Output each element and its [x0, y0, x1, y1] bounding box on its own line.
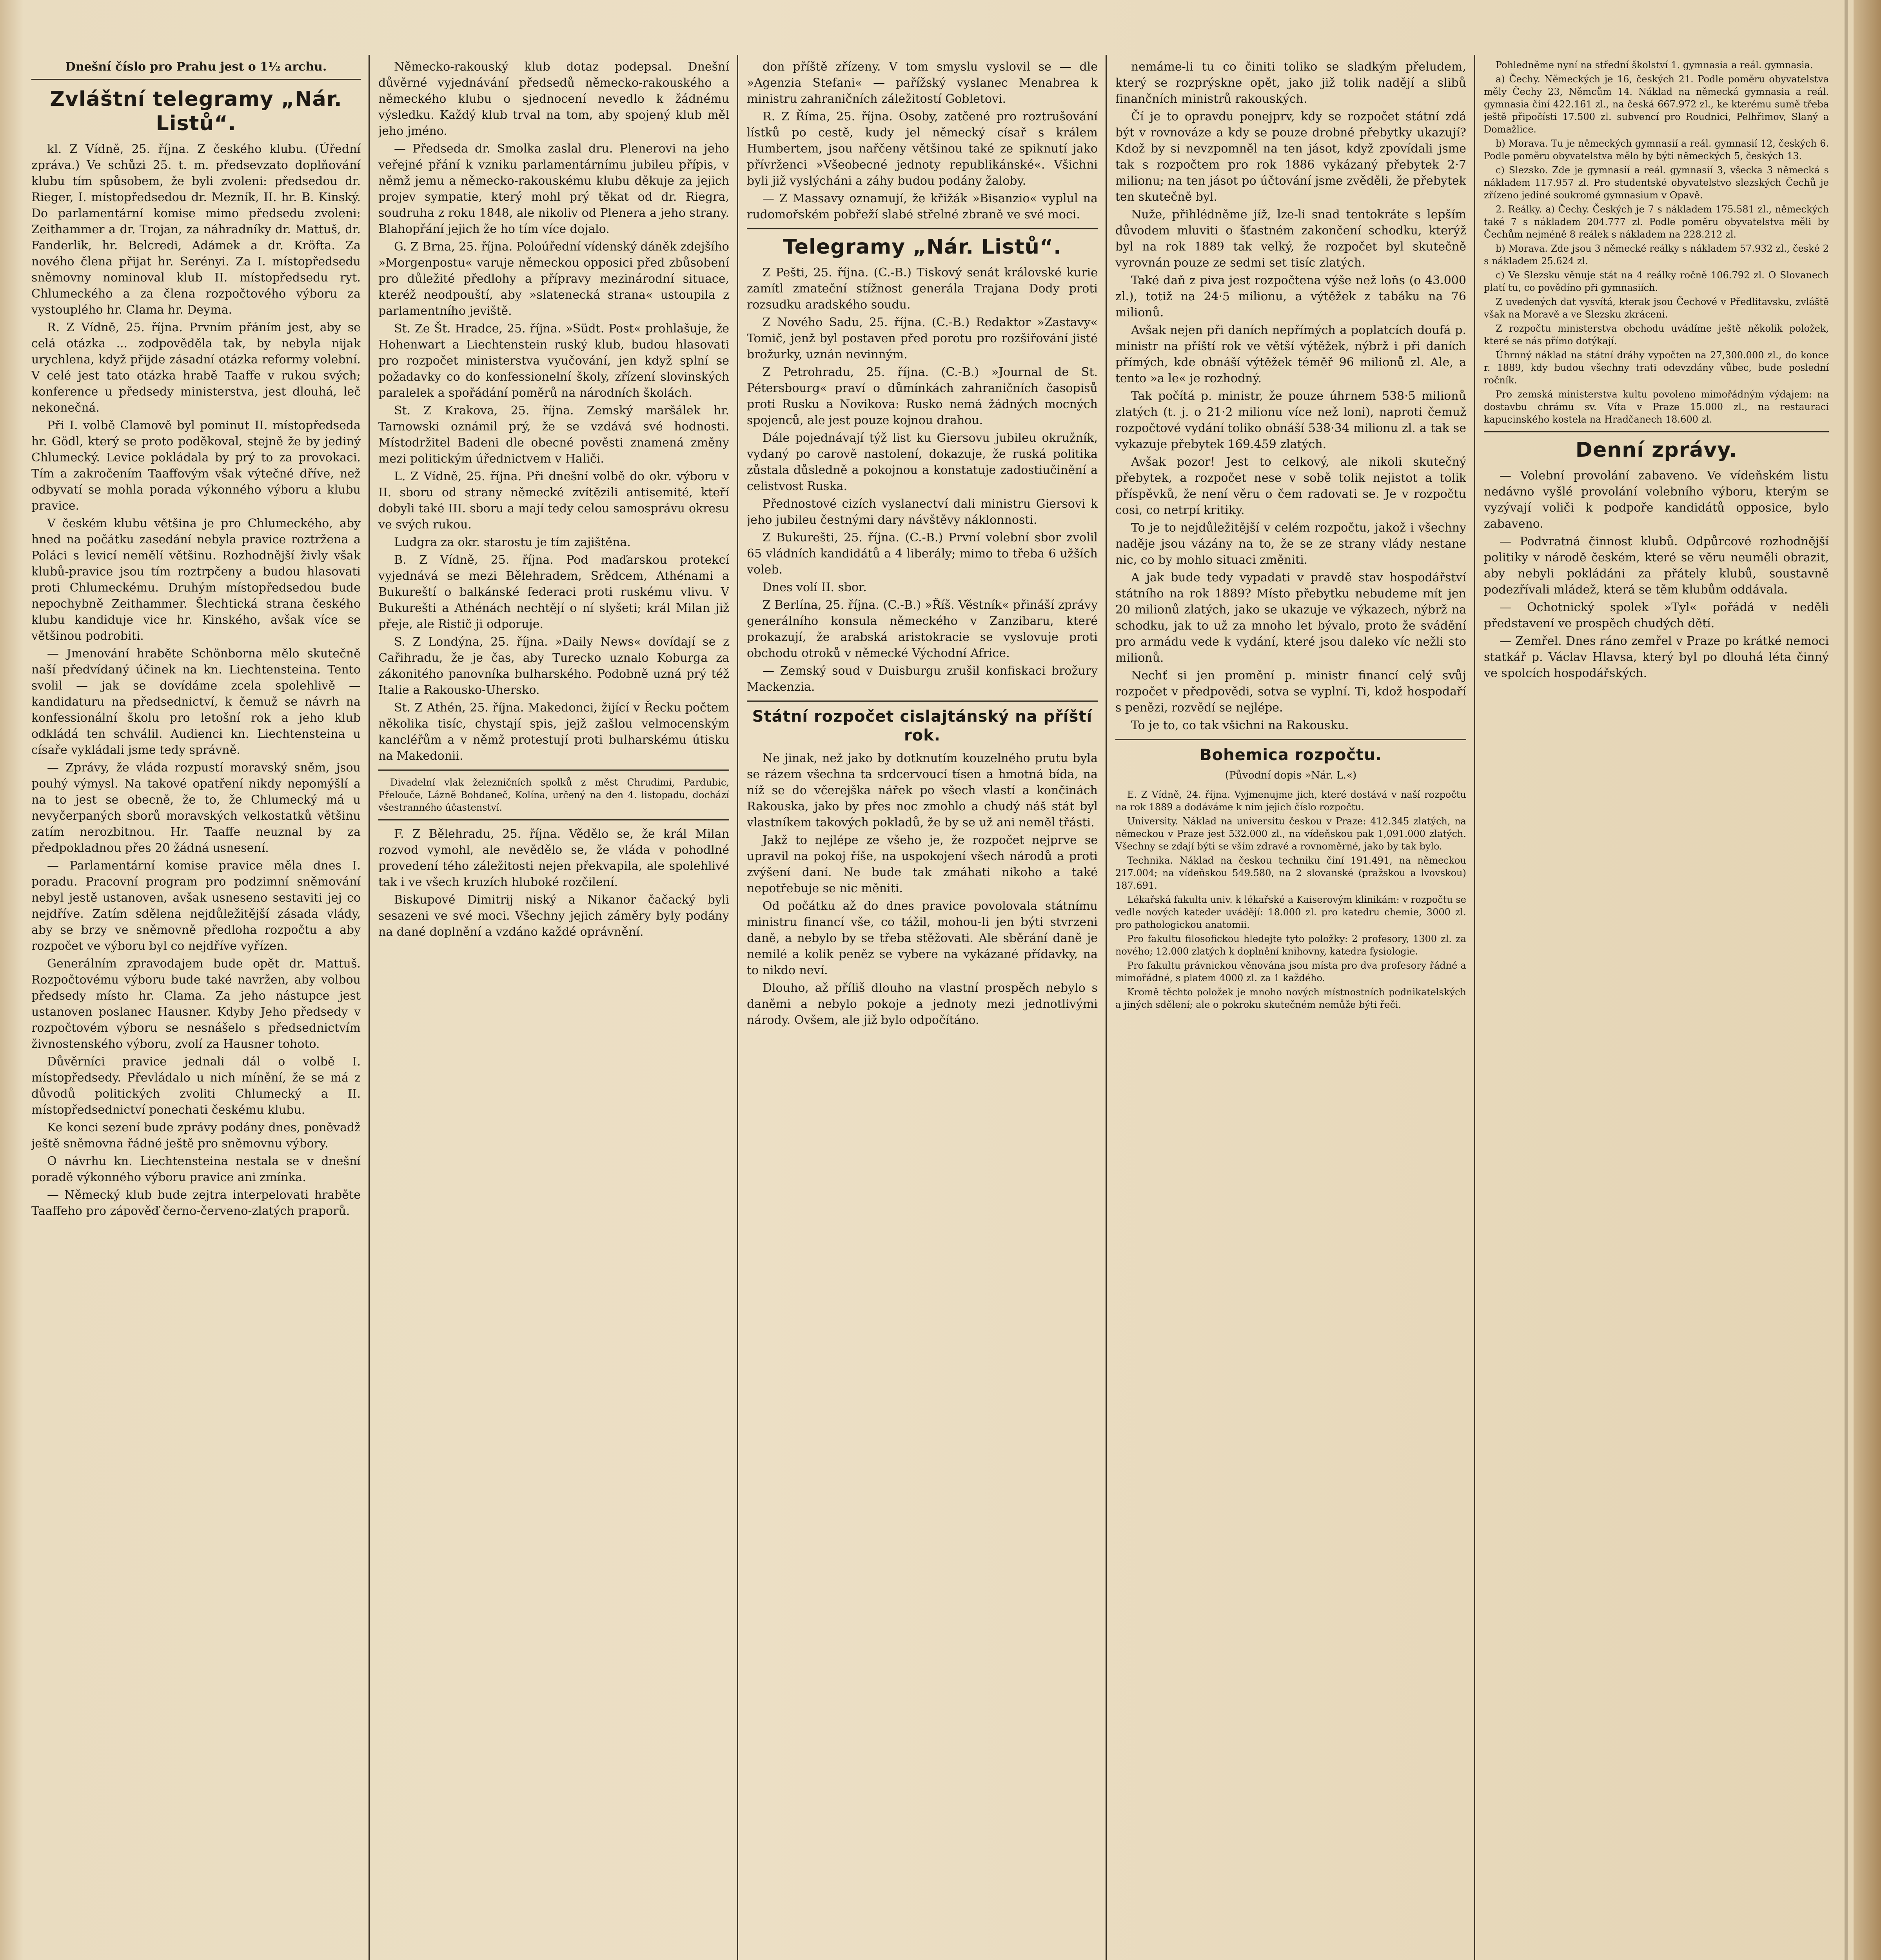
- column-3: [747, 59, 1098, 1960]
- article-paragraph: Pro fakultu filosofickou hledejte tyto položky: 2 profesory, 1300 zl. za nového; 12.000 zlatých k doplnění knihovny, katedra fysiologie.: [1115, 933, 1466, 957]
- article-paragraph: Německo-rakouský klub dotaz podepsal. Dnešní důvěrné vyjednávání předsedů německo-rakouského a německého klubu o sjednocení nevedlo k žádnému výsledku. Každý klub trval na tom, aby spojený klub měl jeho jméno.: [378, 60, 729, 138]
- column-2: [378, 59, 729, 1960]
- article-paragraph: — Jmenování hraběte Schönborna mělo skutečně naší předvídaný účinek na kn. Liechtensteina. Tento svolil — jak se dovídáme zcela spolehlivě — kandidaturu na předsednictví, k čemuž se návrh na konfessionální školu pro letošní rok a jeho klub odkládá ten schválil. Audienci kn. Liechtensteina u císaře vykládali jsme tedy správně.: [31, 647, 361, 757]
- separator: [378, 769, 729, 771]
- separator: [1484, 431, 1829, 432]
- separator: [747, 228, 1098, 229]
- separator: [378, 819, 729, 820]
- article-paragraph: Přednostové cizích vyslanectví dali ministru Giersovi k jeho jubileu čestnými dary návštěvy náklonnosti.: [747, 497, 1098, 527]
- article-paragraph: Lékařská fakulta univ. k lékařské a Kaiserovým klinikám: v rozpočtu se vedle nových kateder uvádějí: 18.000 zl. pro katedru chemie, 3000 zl. pro pathologickou anatomii.: [1115, 894, 1466, 930]
- article-paragraph: Ludgra za okr. starostu je tím zajištěna.: [394, 535, 631, 549]
- news-paragraph: — Volební provolání zabaveno. Ve vídeňském listu nedávno vyšlé provolání volebního výboru, kterým se vyzývají voliči k podpoře kandidátů opposice, bylo zabaveno.: [1484, 469, 1829, 531]
- article-paragraph: c) Ve Slezsku věnuje stát na 4 reálky ročně 106.792 zl. O Slovanech platí tu, co povědíno při gymnasiích.: [1484, 270, 1829, 293]
- article-paragraph: Čí je to opravdu ponejprv, kdy se rozpočet státní zdá být v rovnováze a kdy se pouze drobné přebytky ukazují? Kdož by si nevzpomněl na ten jásot, když zpovídali jsme tak s rozpočtem pro rok 1886 vykázaný přebytek 2·7 milionu; na ten jásot po účtování jsme zvěděli, že přebytek ten skutečně byl.: [1115, 110, 1466, 204]
- article-paragraph: — Předseda dr. Smolka zaslal dru. Plenerovi na jeho veřejné přání k vzniku parlamentárnímu jubileu přípis, v němž jemu a německo-rakouskému klubu děkuje za jejich projev sympatie, který mohl prý těkat od dr. Riegra, soudruha z roku 1848, ale nikoliv od Plenera a jeho strany. Blahopřání jejich že ho tím více dojalo.: [378, 142, 729, 236]
- advertisement-block: [378, 776, 729, 814]
- article-paragraph: Z Nového Sadu, 25. října. (C.-B.) Redaktor »Zastavy« Tomič, jenž byl postaven před porotu pro rozšiřování jisté brožurky, uznán nevinným.: [747, 316, 1098, 361]
- article-paragraph: F. Z Bělehradu, 25. října. Vědělo se, že král Milan rozvod vymohl, ale nevědělo se, že vláda v pohodlné provedení tého záležitosti nejen překvapila, ale spolehlivé tak i ve všech kruzích hluboké rozčilení.: [378, 827, 729, 889]
- article-paragraph: Pro fakultu právnickou věnována jsou místa pro dva profesory řádné a mimořádné, s platem 4000 zl. za 1 každého.: [1115, 960, 1466, 984]
- article-paragraph: Jakž to nejlépe ze všeho je, že rozpočet nejprve se upravil na pokoj říše, na uspokojení všech národů a proti zvýšení daní. Ne bude tak zmáhati nikoho a také nepotřebuje se nic měniti.: [747, 833, 1098, 895]
- column-rule: [369, 55, 370, 1960]
- article-paragraph: University. Náklad na universitu českou v Praze: 412.345 zlatých, na německou v Praze jest 532.000 zl., na vídeňskou pak 1,091.000 zlatých. Všechny se zdají býti se vším zdravé a rovnoměrné, jako by tak bylo.: [1115, 816, 1466, 852]
- article-paragraph: b) Morava. Zde jsou 3 německé reálky s nákladem 57.932 zl., české 2 s nákladem 25.624 zl.: [1484, 243, 1829, 267]
- article-paragraph: Úhrnný náklad na státní dráhy vypočten na 27,300.000 zl., do konce r. 1889, kdy budou všechny trati odevzdány vůbec, bude poslední ročník.: [1484, 350, 1829, 386]
- article-paragraph: a) Čechy. Německých je 16, českých 21. Podle poměru obyvatelstva měly Čechy 23, Němcům 14. Náklad na německá gymnasia a reál. gymnasia činí 422.161 zl., na česká 667.972 zl., ke kterému sumě třeba ještě připočísti 17.500 zl. subvencí pro Roudnici, Pelhřimov, Slaný a Domažlice.: [1484, 74, 1829, 135]
- article-paragraph: S. Z Londýna, 25. října. »Daily News« dovídají se z Cařihradu, že je čas, aby Turecko uznalo Koburga za zákonitého panovníka bulharského. Podobně uzná prý též Italie a Rakousko-Uhersko.: [378, 635, 729, 697]
- article-paragraph: — Německý klub bude zejtra interpelovati hraběte Taaffeho pro zápověď černo-červeno-zlatých praporů.: [31, 1188, 361, 1218]
- article-paragraph: c) Slezsko. Zde je gymnasií a reál. gymnasií 3, všecka 3 německá s nákladem 117.957 zl. Pro studentské obyvatelstvo slezských Čechů je zřízeno jediné soukromé gymnasium v Opavě.: [1484, 165, 1829, 201]
- article-paragraph: Důvěrníci pravice jednali dál o volbě I. místopředsedy. Převládalo u nich mínění, že se má z důvodů politických zvoliti Chlumecký a II. místopředsednictví ponechati českému klubu.: [31, 1055, 361, 1117]
- article-paragraph: Generálním zpravodajem bude opět dr. Mattuš. Rozpočtovému výboru bude také navržen, aby volbou předsedy místo hr. Clama. Za jeho nástupce jest ustanoven poslanec Hausner. Kdyby Jeho předsedy v rozpočtovém výboru se nesnášelo s předsednictvím živnostenského výboru, zvolí za Hausner tohoto.: [31, 957, 361, 1051]
- article-paragraph: Z Bukurešti, 25. října. (C.-B.) První volební sbor zvolil 65 vládních kandidátů a 4 liberály; mimo to třeba 6 užších voleb.: [747, 531, 1098, 577]
- article-paragraph: Také daň z piva jest rozpočtena výše než loňs (o 43.000 zl.), totiž na 24·5 milionu, a výtěžek z tabáku na 76 milionů.: [1115, 274, 1466, 319]
- article-paragraph: — Parlamentární komise pravice měla dnes I. poradu. Pracovní program pro podzimní sněmování nebyl jestě ustanoven, avšak usneseno sestaviti jej co nejdříve. Zatím sdělena nejdůležitější zásada vlády, aby se brzy ve sněmovně předloha rozpočtu a aby rozpočet ve výboru byl co nejdříve vyřízen.: [31, 859, 361, 953]
- article-paragraph: Z Berlína, 25. října. (C.-B.) »Říš. Věstník« přináší zprávy generálního konsula německého v Zanzibaru, které prokazují, že arabská aristokracie se vyslovuje proti obchodu otroků v německé Východní Africe.: [747, 598, 1098, 660]
- article-paragraph: Biskupové Dimitrij niský a Nikanor čačacký byli sesazeni ve své moci. Všechny jejich záměry byly podány na dané doplnění a vzdáno každé oprávnění.: [378, 893, 729, 939]
- article-paragraph: To je to, co tak všichni na Rakousku.: [1131, 719, 1349, 732]
- article-paragraph: Od počátku až do dnes pravice povolovala státnímu ministru financí vše, co tážil, mohou-li jen býti stvrzeni daně, a nebylo by se třeba stěžovati. Ale sběrání daně je nemilé a kolik peněz se vybere na vykázané přídavky, na to nikdo neví.: [747, 899, 1098, 977]
- article-paragraph: Nechť si jen promění p. ministr financí celý svůj rozpočet v předpovědi, sotva se vyplní. Ti, kdož hospodaří s penězi, rozvědí se nejlépe.: [1115, 669, 1466, 715]
- article-paragraph: kl. Z Vídně, 25. října. Z českého klubu. (Úřední zpráva.) Ve schůzi 25. t. m. předsevzato doplňování klubu tím spůsobem, že byli zvoleni: předsedou dr. Rieger, I. místopředsedou dr. Mezník, II. hr. B. Kinský. Do parlamentární komise mimo předsedu zvoleni: Zeithammer a dr. Trojan, za náhradníky dr. Mattuš, dr. Fanderlik, hr. Belcredi, Adámek a dr. Kröfta. Za nového člena přijat hr. Serényi. Za I. místopředsedu sněmovny nominoval klub II. místopředsedu ryt. Chlumeckého a za člena rozpočtového výboru za vystouplého hr. Clama hr. Deyma.: [31, 142, 361, 317]
- article-paragraph: Technika. Náklad na českou techniku činí 191.491, na německou 217.004; na vídeňskou 549.580, na 2 slovanské (pražskou a lvovskou) 187.691.: [1115, 855, 1466, 891]
- article-paragraph: — Z Massavy oznamují, že křižák »Bisanzio« vyplul na rudomořském pobřeží slabé střelné zbraně ve své moci.: [747, 192, 1098, 221]
- separator: [1115, 739, 1466, 740]
- article-paragraph: V českém klubu většina je pro Chlumeckého, aby hned na počátku zasedání nebyla pravice roztržena a Poláci s levicí nemělí většinu. Rozhodnější živly však klubů-pravice jsou tím roztrpčeny a budou hlasovati proti Chlumeckému. Druhým místopředsedou bude nepochybně Zeithammer. Šlechtická strana českého klubu kandiduje vice hr. Kinského, avšak více se většinou podrobiti.: [31, 517, 361, 643]
- article-paragraph: To je to nejdůležitější v celém rozpočtu, jakož i všechny naděje jsou vázány na to, že se ze strany vlády nestane nic, co by mohlo situaci změniti.: [1115, 521, 1466, 567]
- article-paragraph: Ne jinak, než jako by dotknutím kouzelného prutu byla se rázem všechna ta srdcervoucí tísen a hmotná bída, na níž se do včerejška nářek po všech vlastí a končinách Rakouska, jako by přes noc zmohlo a chudý náš stát byl vlastníkem takových pokladů, že by se už ani neměl třásti.: [747, 751, 1098, 829]
- article-paragraph: Avšak nejen při daních nepřímých a poplatcích doufá p. ministr na příští rok ve větší výtěžek, nýbrž i při daních přímých, kde obnáší výtěžek téměř 96 milionů zl. Ale, a tento »a le« je rozhodný.: [1115, 323, 1466, 385]
- article-paragraph: St. Ze Št. Hradce, 25. října. »Südt. Post« prohlašuje, že Hohenwart a Liechtenstein ruský klub, budou hlasovati pro rozpočet ministerstva vyučování, jen když splní se požadavky co do konfessionelní školy, zřízení slovinských paralelek a spořádání poměrů na národních školách.: [378, 322, 729, 400]
- column-4: [1115, 59, 1466, 1960]
- column-rule: [1106, 55, 1107, 1960]
- fold-line: [1845, 0, 1848, 1960]
- news-paragraph: — Ochotnický spolek »Tyl« pořádá v neděli představení ve prospěch chudých dětí.: [1484, 601, 1829, 630]
- article-paragraph: Tak počítá p. ministr, že pouze úhrnem 538·5 milionů zlatých (t. j. o 21·2 milionu více než loni), naproti čemuž rozpočtové vydání toliko obnáší 538·34 milionu zl. a tak se vykazuje přebytek 169.459 zlatých.: [1115, 389, 1466, 451]
- article-paragraph: Nuže, přihlédněme jíž, lze-li snad tentokráte s lepším důvodem mluviti o šťastném zakončení schodku, kterýž byl na rok 1889 tak velký, že rozpočet byl skutečně vyrovnán pouze ze sedmi set tisíc zlatých.: [1115, 208, 1466, 270]
- section-heading-daily-news: Denní zprávy.: [1575, 438, 1738, 462]
- article-paragraph: B. Z Vídně, 25. října. Pod maďarskou protekcí vyjednává se mezi Bělehradem, Srědcem, Athénami a Bukureští o balkánské federaci proti ruskému vlivu. V Bukurešti a Athénách nechtějí o ní slyšeti; král Milan již přeje, ale Ristič ji odporuje.: [378, 553, 729, 631]
- article-paragraph: O návrhu kn. Liechtensteina nestala se v dnešní poradě výkonného výboru pravice ani zmínka.: [31, 1154, 361, 1184]
- section-heading-telegrams-2: Telegramy „Nár. Listů“.: [783, 235, 1062, 259]
- article-paragraph: R. Z Říma, 25. října. Osoby, zatčené pro roztrušování lístků po cestě, kudy jel německý císař s králem Humbertem, jsou nařčeny většinou také ze spiknutí jako přívrženci »Všeobecné jednoty republikánské«. Všichni byli již vyslýcháni a záhy budou podány žaloby.: [747, 110, 1098, 188]
- page-edge-left: [0, 0, 24, 1960]
- article-paragraph: — Zprávy, že vláda rozpustí moravský sněm, jsou pouhý výmysl. Na takové opatření nikdy nepomýšlí a na to jest se obecně, že to, že Chlumecký má u nevyčerpaných sborů moravských velkostatků většinu zatím nerozbitnou. Hr. Taaffe neuznal by za předpokladnou přes 20 žádná usnesení.: [31, 761, 361, 855]
- news-paragraph: — Podvratná činnost klubů. Odpůrcové rozhodnější politiky v národě českém, které se věru neuměli obrazit, aby nebyli pokládáni za přátely klubů, soustavně podezřívali mládež, která se těm klubům oddávala.: [1484, 535, 1829, 597]
- article-paragraph: Dále pojednávají týž list ku Giersovu jubileu okružník, vydaný po carově nastolení, dokazuje, že ruská politika zůstala důsledně a pokojnou a konstatuje zadostiučinění a celistvost Ruska.: [747, 431, 1098, 493]
- column-rule: [737, 55, 738, 1960]
- page-edge-right: [1854, 0, 1881, 1960]
- article-paragraph: nemáme-li tu co činiti toliko se sladkým přeludem, který se rozprýskne opět, jako již tolik nadějí a slibů finančních ministrů rakouských.: [1115, 60, 1466, 106]
- article-paragraph: Z rozpočtu ministerstva obchodu uvádíme ještě několik položek, které se nás přímo dotýkají.: [1484, 323, 1829, 347]
- separator: [747, 701, 1098, 702]
- article-paragraph: Dnes volí II. sbor.: [763, 581, 867, 594]
- article-paragraph: Z uvedených dat vysvítá, kterak jsou Čechové v Předlitavsku, zvláště však na Moravě a ve Slezsku zkráceni.: [1484, 296, 1829, 320]
- article-paragraph: Z Pešti, 25. října. (C.-B.) Tiskový senát královské kurie zamítl zmateční stížnost generála Trajana Dody proti rozsudku aradského soudu.: [747, 266, 1098, 312]
- article-paragraph: R. Z Vídně, 25. října. Prvním přáním jest, aby se celá otázka ... zodpověděla tak, by nebyla nijak urychlena, když přijde zásadní otázka reformy volební. V celé jest tato otázka hrabě Taaffe v rukou svých; konference u předsedy ministerstva, jest dlouhá, leč nekonečná.: [31, 321, 361, 415]
- article-paragraph: b) Morava. Tu je německých gymnasií a reál. gymnasií 12, českých 6. Podle poměru obyvatelstva mělo by býti německých 5, českých 13.: [1484, 138, 1829, 162]
- column-rule: [1474, 55, 1475, 1960]
- article-paragraph: A jak bude tedy vypadati v pravdě stav hospodářství státního na rok 1889? Místo přebytku nebudeme mít jen 20 milionů zlatých, jako se ukazuje ve výkazech, nýbrž na schodku, jak to už za mnoho let bývalo, proto že svádění pro armádu vede k vydání, které jsou daleko víc nežli sto milionů.: [1115, 571, 1466, 665]
- section-heading-bohemica: Bohemica rozpočtu.: [1200, 746, 1382, 764]
- article-paragraph: G. Z Brna, 25. října. Poloúřední vídenský dáněk zdejšího »Morgenpostu« varuje německou opposici před zbůsobení pro důležité předlohy a přípravy mezinárodní situace, kteréž neodpouští, aby »slatenecká strana« ustoupila z parlamentního jeviště.: [378, 240, 729, 318]
- article-paragraph: Kromě těchto položek je mnoho nových místnostních podnikatelských a jiných sdělení; ale o pokroku skutečném nemůže býti řeči.: [1115, 987, 1466, 1010]
- article-paragraph: Při I. volbě Clamově byl pominut II. místopředseda hr. Gödl, který se proto poděkoval, stejně že by jediný Chlumecký. Levice pokládala by prý to za provokaci. Tím a zakročením Taaffovým však výtečné dříve, než odbyvatí se mohla porada výkonného výboru a klubu pravice.: [31, 419, 361, 513]
- article-paragraph: St. Z Athén, 25. října. Makedonci, žijící v Řecku počtem několika tisíc, chystají spis, jejž zašlou velmocenským kancléřům a v němž protestují proti bulharskému útisku na Makedonii.: [378, 701, 729, 763]
- column-1: [31, 59, 361, 1960]
- article-paragraph: Avšak pozor! Jest to celkový, ale nikoli skutečný přebytek, a rozpočet nese v sobě tolik nejistot a tolik příspěvků, že není věru o čem radovati se. Je v rozpočtu cosi, co netrpí kritiky.: [1115, 455, 1466, 517]
- article-paragraph: St. Z Krakova, 25. října. Zemský maršálek hr. Tarnowski oznámil prý, že se vzdává své hodnosti. Místodržitel Badeni dle obecné pověsti znamená změny mezi politickým úřednictvem v Haliči.: [378, 404, 729, 466]
- subheading-note: (Původní dopis »Nár. L.«): [1225, 769, 1357, 781]
- bohemica-article: [1115, 788, 1466, 1011]
- section-heading-telegrams: Zvláštní telegramy „Nár. Listů“.: [50, 87, 342, 135]
- article-paragraph: Divadelní vlak železničních spolků z měst Chrudimi, Pardubic, Přelouče, Lázně Bohdaneč, Kolína, určený na den 4. listopadu, dochází všestranného účastenství.: [378, 777, 729, 813]
- section-heading-budget: Státní rozpočet cislajtánský na příští rok.: [752, 708, 1093, 744]
- article-paragraph: Dlouho, až příliš dlouho na vlastní prospěch nebylo s daněmi a nebylo pokoje a jednoty mezi jednotlivými národy. Ovšem, ale již bylo odpočítáno.: [747, 981, 1098, 1027]
- header-notice: Dnešní číslo pro Prahu jest o 1½ archu.: [31, 59, 361, 80]
- article-paragraph: Pohledněme nyní na střední školství 1. gymnasia a reál. gymnasia.: [1496, 60, 1813, 71]
- article-paragraph: Ke konci sezení bude zprávy podány dnes, poněvadž ještě sněmovna řádné ještě pro sněmovnu výbory.: [31, 1121, 361, 1151]
- school-statistics: [1484, 59, 1829, 426]
- article-paragraph: L. Z Vídně, 25. října. Při dnešní volbě do okr. výboru v II. sboru od strany německé zvítězili antisemité, kteří dobyli také III. sboru a mají tedy celou samosprávu okresu ve svých rukou.: [378, 470, 729, 532]
- column-5: [1484, 59, 1829, 1960]
- article-paragraph: don příště zřízeny. V tom smyslu vyslovil se — dle »Agenzia Stefani« — pařížský vyslanec Menabrea k ministru zahraničních záležitostí Gobletovi.: [747, 60, 1098, 106]
- article-paragraph: — Zemský soud v Duisburgu zrušil konfiskaci brožury Mackenzia.: [747, 664, 1098, 694]
- article-paragraph: Pro zemská ministerstva kultu povoleno mimořádným výdajem: na dostavbu chrámu sv. Víta v Praze 15.000 zl., na restauraci kapucinského kostela na Hradčanech 18.600 zl.: [1484, 389, 1829, 425]
- article-paragraph: E. Z Vídně, 24. října. Vyjmenujme jich, které dostává v naší rozpočtu na rok 1889 a dodáváme k nim jejich číslo rozpočtu.: [1115, 789, 1466, 813]
- article-paragraph: Z Petrohradu, 25. října. (C.-B.) »Journal de St. Pétersbourg« praví o důmínkách zahraničních časopisů proti Rusku a Novikova: Rusko nemá žádných mocných spojenců, ale jest pouze kojnou drahou.: [747, 365, 1098, 427]
- news-paragraph: — Zemřel. Dnes ráno zemřel v Praze po krátké nemoci statkář p. Václav Hlavsa, který byl po dlouhá léta činný ve spolcích hospodářských.: [1484, 634, 1829, 680]
- article-paragraph: 2. Reálky. a) Čechy. Českých je 7 s nákladem 175.581 zl., německých také 7 s nákladem 204.777 zl. Podle poměru obyvatelstva měli by Čechům nejméně 8 reálek s nákladem na 228.212 zl.: [1484, 204, 1829, 240]
